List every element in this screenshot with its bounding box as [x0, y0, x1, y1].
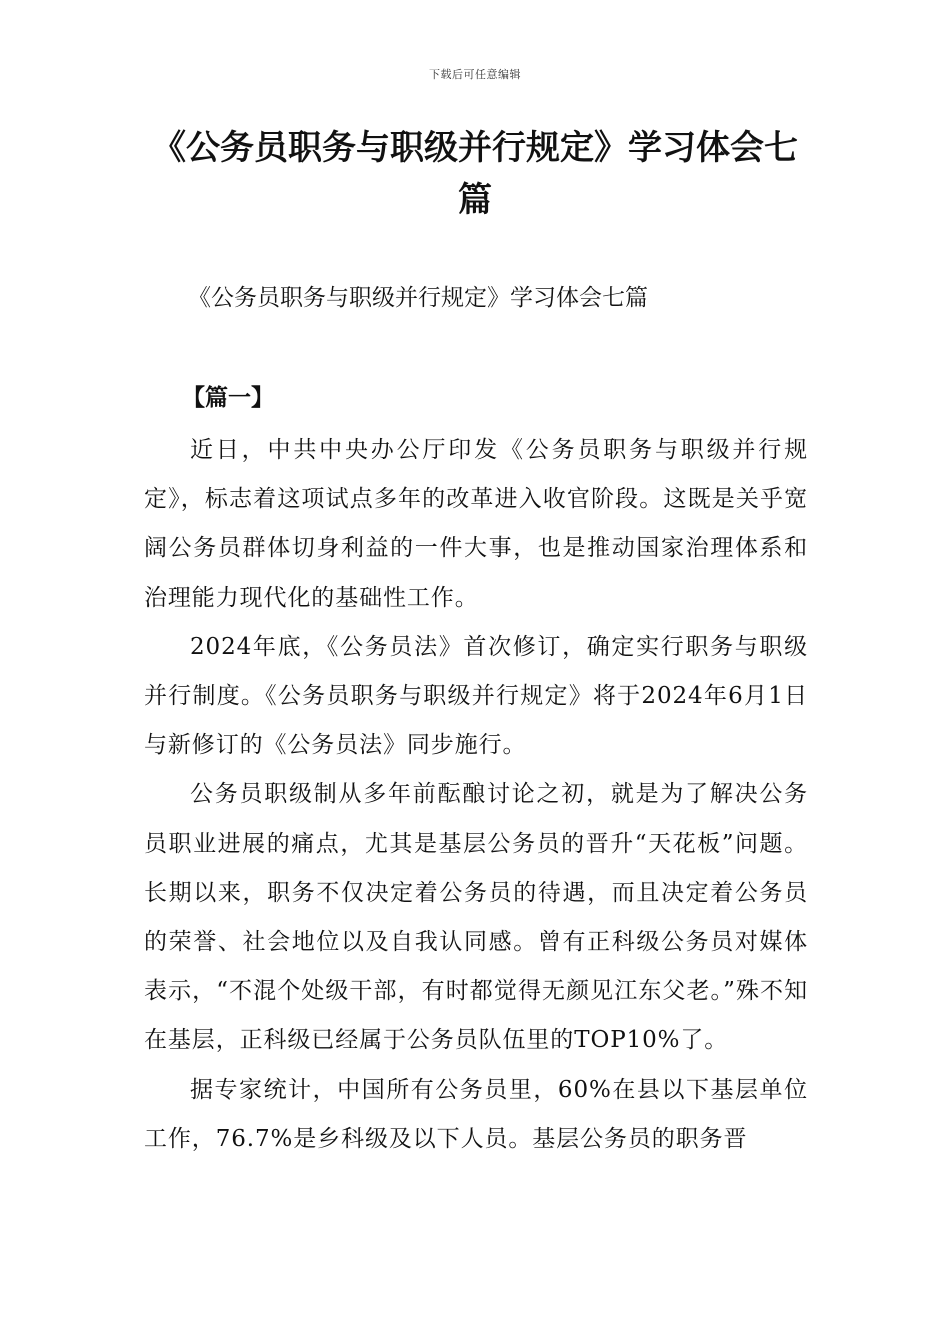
- document-subtitle: 《公务员职务与职级并行规定》学习体会七篇: [188, 285, 648, 311]
- paragraph-2: 2024年底，《公务员法》首次修订，确定实行职务与职级并行制度。《公务员职务与职级并行规定》将于2024年6月1日与新修订的《公务员法》同步施行。: [144, 633, 808, 759]
- paragraph-3: 公务员职级制从多年前酝酿讨论之初，就是为了解决公务员职业进展的痛点，尤其是基层公务员的晋升“天花板”问题。长期以来，职务不仅决定着公务员的待遇，而且决定着公务员的荣誉、社会地位以及自我认同感。曾有正科级公务员对媒体表示，“不混个处级干部，有时都觉得无颜见江东父老。”殊不知在基层，正科级已经属于公务员队伍里的TOP10%了。: [144, 781, 808, 1054]
- section-label: 【篇一】: [182, 384, 274, 411]
- paragraph-1: 近日，中共中央办公厅印发《公务员职务与职级并行规定》，标志着这项试点多年的改革进入收官阶段。这既是关乎宽阔公务员群体切身利益的一件大事，也是推动国家治理体系和治理能力现代化的基础性工作。: [144, 437, 808, 611]
- body-text: [144, 426, 808, 1164]
- document-title: 《公务员职务与职级并行规定》学习体会七篇: [152, 128, 798, 220]
- paragraph-4: 据专家统计，中国所有公务员里，60%在县以下基层单位工作，76.7%是乡科级及以下人员。基层公务员的职务晋: [144, 1076, 808, 1152]
- header-note: 下载后可任意编辑: [429, 68, 521, 81]
